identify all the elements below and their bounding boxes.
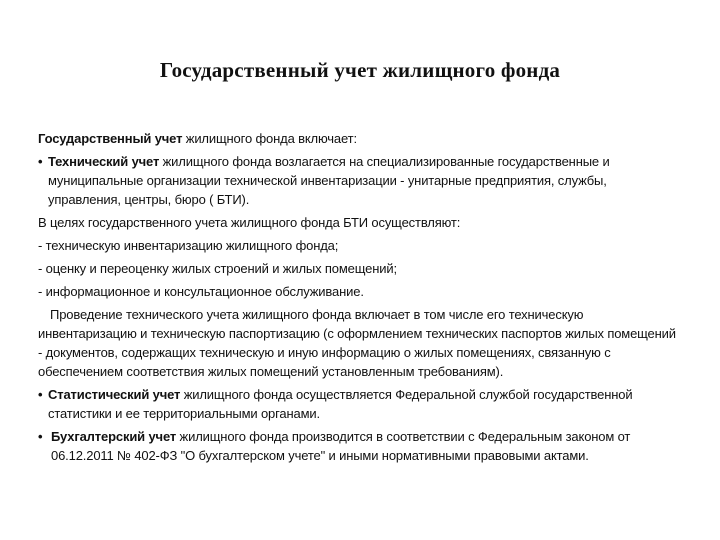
intro-bold: Государственный учет [38,131,183,146]
statistical-text: жилищного фонда осуществляется Федеральной службой государственной статистики и ее территориальными органами. [48,387,633,421]
accounting-bold: Бухгалтерский учет [51,429,177,444]
intro-paragraph [38,129,678,148]
technical-paragraph: Проведение технического учета жилищного фонда включает в том числе его техническую инвентаризацию и техническую паспортизацию (с оформлением технических паспортов жилых помещений - документов, содержащих техническую и иную информацию о жилых помещениях, связанную с обеспечением соответствия жилых помещений установленным требованиям). [38,307,676,379]
bullet-technical [38,152,678,209]
slide-body [38,129,678,469]
technical-text: жилищного фонда возлагается на специализированные государственные и муниципальные организации технической инвентаризации - унитарные предприятия, службы, управления, центры, бюро ( БТИ). [48,154,610,207]
intro-text: жилищного фонда включает: [182,131,357,146]
bullet-dot: • [38,429,43,444]
technical-bold: Технический учет [48,154,160,169]
bti-item-3: - информационное и консультационное обслуживание. [38,284,364,299]
bti-item-2: - оценку и переоценку жилых строений и жилых помещений; [38,261,397,276]
bullet-statistical [38,385,678,423]
bullet-accounting [38,427,678,465]
statistical-bold: Статистический учет [48,387,181,402]
bullet-dot: • [38,387,43,402]
bti-intro: В целях государственного учета жилищного фонда БТИ осуществляют: [38,215,461,230]
bullet-dot: • [38,154,43,169]
bti-item-1: - техническую инвентаризацию жилищного фонда; [38,238,339,253]
page-title: Государственный учет жилищного фонда [159,58,561,82]
accounting-text: жилищного фонда производится в соответствии с Федеральным законом от 06.12.2011 № 402-ФЗ "О бухгалтерском учете" и иными нормативными правовыми актами. [51,429,631,463]
